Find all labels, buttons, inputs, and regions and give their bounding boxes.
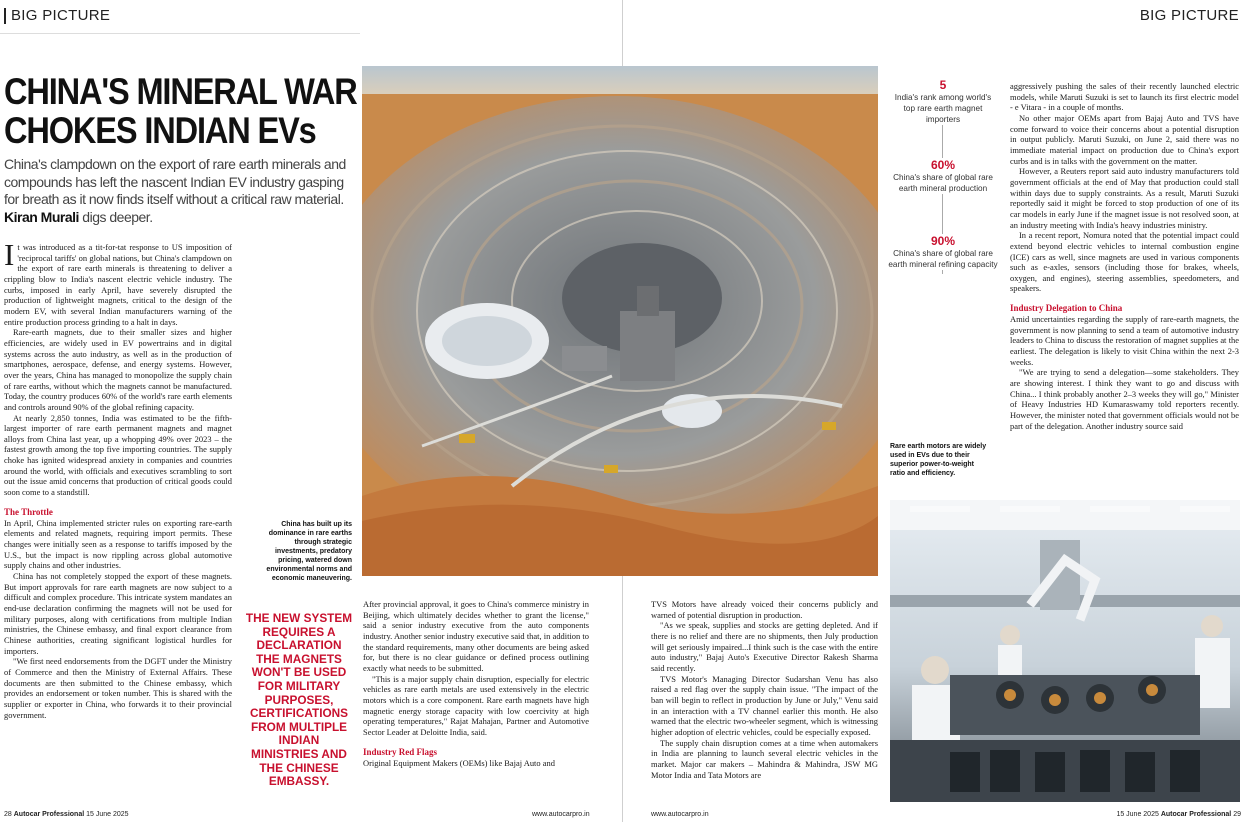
subhead-delegation: Industry Delegation to China bbox=[1010, 303, 1123, 314]
ev-motor-factory-photo bbox=[890, 500, 1240, 802]
paragraph: After provincial approval, it goes to China's commerce ministry in Beijing, which ultimately decides whether to grant the license," said a senior industry executive from the auto components industry. Another senior industry executive said that, in addition to the standard requirements, many other documents are being asked for, but there is no clear guidance or defined process outlining exactly what needs to be submitted. bbox=[363, 599, 589, 673]
standfirst-suffix: digs deeper. bbox=[82, 208, 153, 225]
page-number: 28 bbox=[4, 811, 12, 818]
standfirst bbox=[4, 156, 356, 226]
stat-number: 60% bbox=[930, 158, 956, 172]
headline-line1: CHINA'S MINERAL WAR bbox=[4, 71, 357, 112]
footer-brand: Autocar Professional bbox=[1160, 811, 1232, 818]
stat-label: China's share of global rare earth mineral refining capacity bbox=[888, 249, 998, 269]
article-column-6 bbox=[1010, 81, 1239, 431]
paragraph: TVS Motors have already voiced their concerns publicly and warned of potential disruption in production. bbox=[651, 599, 878, 620]
headline bbox=[4, 71, 357, 151]
factory-photo-caption: Rare earth motors are widely used in EVs due to their superior power-to-weight ratio and efficiency. bbox=[890, 443, 987, 477]
paragraph: In April, China implemented stricter rules on exporting rare-earth elements and related magnets, requiring import permits. These changes were initially seen as a response to tariffs imposed by the U.S., but the impact is now rippling across global automotive supply chains and other industries. bbox=[4, 517, 232, 571]
stat-number: 5 bbox=[939, 78, 947, 92]
paragraph: Amid uncertainties regarding the supply of rare-earth magnets, the government is now planning to send a team of automotive industry leaders to China to discuss the restoration of magnet supplies at the earliest. The delegation is likely to visit China within the next 2-3 weeks. bbox=[1010, 314, 1239, 367]
footer-left-url[interactable]: www.autocarpro.in bbox=[532, 811, 590, 818]
paragraph: No other major OEMs apart from Bajaj Auto and TVS have come forward to voice their concerns about a potential disruption in output publicly. Maruti Suzuki, on June 2, said there was no immediate material impact on production due to China's export curbs and is in talks with the government on the matter. bbox=[1010, 112, 1239, 166]
paragraph: "As we speak, supplies and stocks are getting depleted. And if there is no relief and there are no shipments, then July production will get seriously impaired...I think such is the case with the entire auto industry," Bajaj Auto's Executive Director Rakesh Sharma said recently. bbox=[651, 620, 878, 673]
pull-quote: THE NEW SYSTEM REQUIRES A DECLARATION THE MAGNETS WON'T BE USED FOR MILITARY PURPOSES, CERTIFICATIONS FROM MULTIPLE INDIAN MINISTRIES AND THE CHINESE EMBASSY. bbox=[245, 611, 353, 789]
stat-item-refining bbox=[888, 234, 998, 270]
dropcap: I bbox=[4, 237, 15, 272]
paragraph: However, a Reuters report said auto industry manufacturers told government officials at the end of May that production could stall within days due to supply constraints. As a result, Maruti Suzuki reportedly said it might be forced to stop production of one of its car models in early June if the magnet issue is not resolved soon, at an industry meeting with India's heavy industries ministry. bbox=[1010, 166, 1239, 230]
standfirst-author: Kiran Murali bbox=[4, 208, 79, 225]
paragraph: aggressively pushing the sales of their recently launched electric models, while Maruti Suzuki is set to launch its first electric model - e Vitara - in a couple of months. bbox=[1010, 81, 1239, 113]
stat-label: China's share of global rare earth mineral production bbox=[893, 173, 993, 193]
section-divider-left bbox=[0, 33, 360, 34]
rare-earth-mine-photo bbox=[362, 66, 878, 576]
article-column-4 bbox=[651, 599, 878, 780]
stat-item-rank bbox=[888, 78, 998, 125]
subhead-throttle: The Throttle bbox=[4, 506, 53, 517]
section-label-right: BIG PICTURE bbox=[1139, 7, 1239, 24]
paragraph: Original Equipment Makers (OEMs) like Bajaj Auto and bbox=[363, 757, 555, 768]
footer-right bbox=[1116, 811, 1241, 819]
footer-left bbox=[4, 811, 129, 819]
paragraph: The supply chain disruption comes at a time when automakers in India are planning to launch several electric vehicles in the market. Major car makers – Mahindra & Mahindra, JSW MG Motor India and Tata Motors are bbox=[651, 737, 878, 780]
stats-panel bbox=[888, 76, 998, 291]
article-column-1 bbox=[4, 237, 232, 720]
stat-item-production bbox=[888, 158, 998, 194]
paragraph: At nearly 2,850 tonnes, India was estimated to be the fifth-largest importer of rare earth permanent magnets and magnet alloys from China last year, up a whopping 49% over 2023 – the fastest growth among the top five importing countries. The supply choke has ignited widespread anxiety in companies and countries around the world, with officials and executives scrambling to sort out the issue amid concerns that production of critical goods could soon come to a standstill. bbox=[4, 412, 232, 498]
paragraph: "We first need endorsements from the DGFT under the Ministry of Commerce and then the Ministry of External Affairs. These documents are then submitted to the Chinese embassy, which provides an endorsement or token number. This is shared with the supplier or exporter in China, who forwards it to their provincial government. bbox=[4, 656, 232, 720]
stat-number: 90% bbox=[930, 234, 956, 248]
article-column-3 bbox=[363, 599, 589, 768]
page-number: 29 bbox=[1233, 811, 1241, 818]
footer-right-url[interactable]: www.autocarpro.in bbox=[651, 811, 709, 818]
paragraph: In a recent report, Nomura noted that the potential impact could extend beyond electric vehicles to internal combustion engine (ICE) cars as well, since magnets are used in various components such as e-axles, sensors (including those for brakes, wheels, oxygen, and engines), steering assemblies, speedometers, and speakers. bbox=[1010, 230, 1239, 294]
mine-photo-caption: China has built up its dominance in rare earths through strategic investments, predatory pricing, watered down environmental norms and economic maneuvering. bbox=[266, 521, 352, 582]
paragraph: "This is a major supply chain disruption, especially for electric vehicles as rare earth metals are used extensively in the electric motors which is a core component. Rare earth magnets have high magnetic energy storage capacity with low coercivity at high operating temperatures," Rajat Mahajan, Partner and Automotive Sector Leader at Deloitte India, said. bbox=[363, 673, 589, 737]
headline-line2: CHOKES INDIAN EVs bbox=[4, 110, 316, 151]
subhead-red-flags: Industry Red Flags bbox=[363, 746, 438, 757]
stat-label: India's rank among world's top rare earth magnet importers bbox=[894, 93, 992, 124]
paragraph: TVS Motor's Managing Director Sudarshan Venu has also raised a red flag over the supply chain issue. "The impact of the ban will begin to reflect in production by June or July," Venu said in an interaction with a TV channel earlier this month. He also warned that the electric two-wheeler segment, which is witnessing higher adoption of electric vehicles, could be especially exposed. bbox=[651, 673, 878, 737]
footer-brand: Autocar Professional bbox=[13, 811, 85, 818]
standfirst-text: China's clampdown on the export of rare earth minerals and compounds has left the nascent Indian EV industry gasping for breath as it now finds itself without a critical raw material. bbox=[4, 156, 346, 207]
paragraph: "We are trying to send a delegation—some stakeholders. They are showing interest. I think they want to go and discuss with China... I think probably another 2–3 weeks they will go," Minister of Heavy Industries HD Kumaraswamy told reporters recently. However, the minister noted that government officials would not be part of the delegation. Another industry source said bbox=[1010, 367, 1239, 431]
paragraph: It was introduced as a tit-for-tat response to US imposition of 'reciprocal tariffs' on global nations, but China's clampdown on the export of rare earth minerals is threatening to deliver a crippling blow to India's nascent electric vehicle industry. The curbs, imposed in early April, have severely disrupted the production of lightweight magnets, critical to the design of the modern EV, with several Indian manufacturers warning of the entire production process grinding to a halt in days. bbox=[4, 237, 232, 327]
paragraph: China has not completely stopped the export of these magnets. But import approvals for rare earth magnets are now subject to a difficult and complex procedure. This intricate system mandates an end-use declaration confirming the magnets will not be used for military purposes, along with certifications from multiple Indian ministries, the Chinese embassy, and final export clearance from Chinese authorities, creating significant logistical hurdles for importers. bbox=[4, 571, 232, 656]
footer-date: 15 June 2025 bbox=[86, 811, 129, 818]
footer-date: 15 June 2025 bbox=[1116, 811, 1159, 818]
paragraph: Rare-earth magnets, due to their smaller sizes and higher efficiencies, are widely used in EV powertrains and in digital systems across the auto industry, as well as in the production of smartphones, aerospace, defense, and energy systems. However, over the years, China has managed to monopolize the supply chain of rare earths, without which the magnets cannot be manufactured. Today, the country produces 60% of the world's rare earth elements and controls around 90% of the global refining capacity. bbox=[4, 327, 232, 412]
section-label-left: BIG PICTURE bbox=[4, 8, 110, 24]
